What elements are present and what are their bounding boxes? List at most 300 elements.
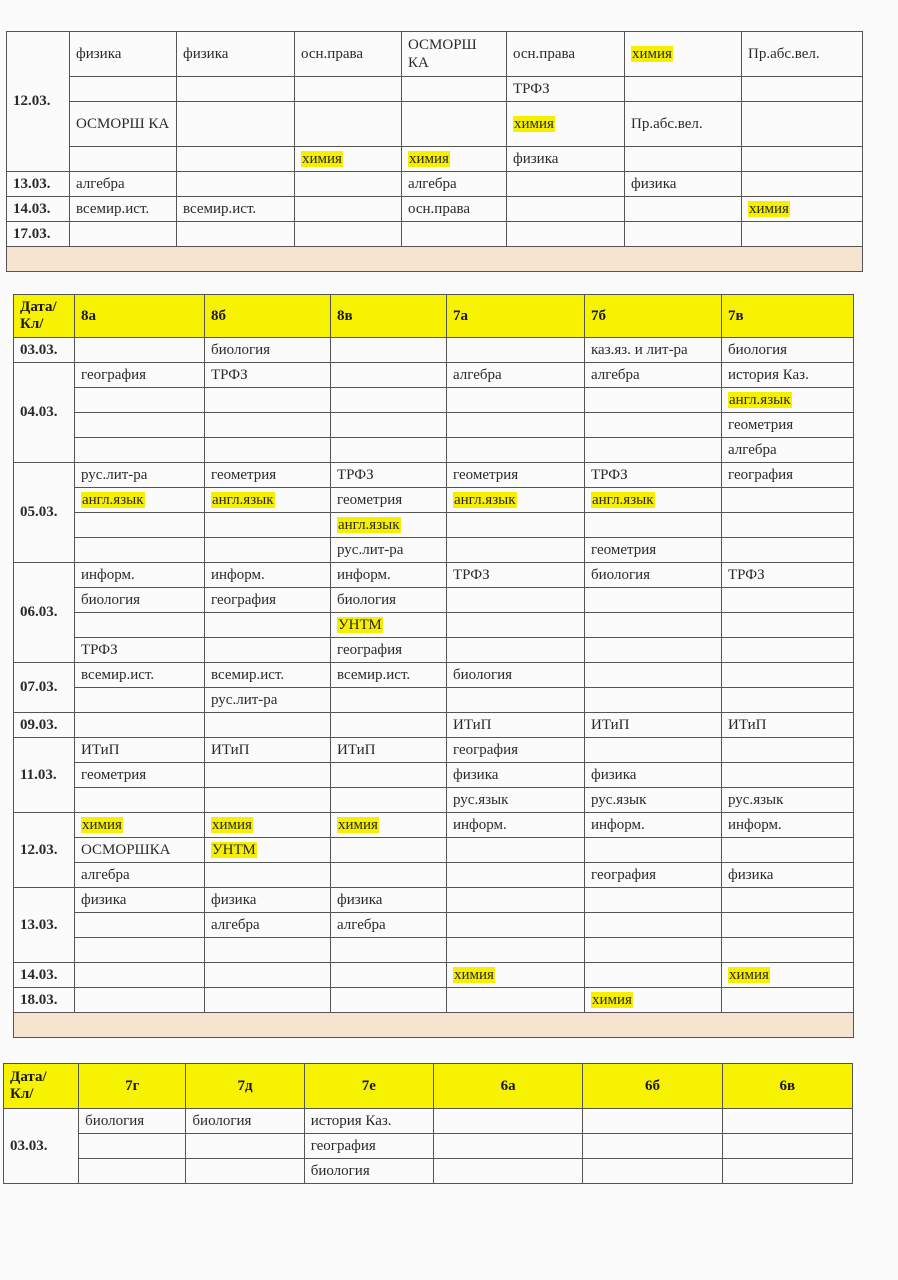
subject-text: физика: [591, 766, 637, 783]
subject-cell: [70, 32, 177, 77]
subject-text: информ.: [591, 816, 645, 833]
subject-cell: [205, 488, 331, 513]
date-cell: 14.03.: [14, 963, 75, 988]
subject-text: география: [211, 591, 277, 608]
subject-cell: [742, 32, 863, 77]
table-row: [14, 838, 854, 863]
subject-text: каз.яз. и лит-ра: [591, 341, 688, 358]
subject-cell: [205, 363, 331, 388]
subject-cell: [722, 563, 854, 588]
subject-text: ИТиП: [81, 741, 120, 758]
subject-cell: [79, 1159, 186, 1184]
subject-cell: [75, 363, 205, 388]
subject-cell: [75, 788, 205, 813]
subject-text: физика: [337, 891, 383, 908]
subject-text: рус.язык: [728, 791, 784, 808]
table-row: [14, 563, 854, 588]
subject-cell: [585, 338, 722, 363]
header-date-class: Дата/ Кл/: [14, 295, 75, 338]
subject-text: всемир.ист.: [211, 666, 285, 683]
subject-cell: [70, 222, 177, 247]
subject-cell: [70, 77, 177, 102]
date-cell: 12.03.: [14, 813, 75, 888]
section-band: [14, 1013, 854, 1038]
subject-cell: [722, 763, 854, 788]
subject-cell: [585, 638, 722, 663]
subject-cell: [585, 738, 722, 763]
subject-cell: [331, 513, 447, 538]
subject-text: химия: [514, 115, 554, 132]
subject-cell: [447, 838, 585, 863]
subject-text: информ.: [211, 566, 265, 583]
subject-cell: [507, 147, 625, 172]
subject-cell: [722, 963, 854, 988]
header-class: 7г: [79, 1064, 186, 1109]
subject-cell: [205, 413, 331, 438]
header-class: 7в: [722, 295, 854, 338]
date-cell: 12.03.: [7, 32, 70, 172]
subject-cell: [205, 563, 331, 588]
subject-cell: [75, 688, 205, 713]
subject-text: геометрия: [337, 491, 403, 508]
subject-cell: [75, 338, 205, 363]
header-class: 6б: [583, 1064, 722, 1109]
subject-cell: [447, 888, 585, 913]
date-cell: 03.03.: [14, 338, 75, 363]
subject-cell: [177, 222, 295, 247]
subject-cell: [722, 538, 854, 563]
table-row: [14, 813, 854, 838]
date-cell: 11.03.: [14, 738, 75, 813]
table-row: [14, 438, 854, 463]
subject-text: всемир.ист.: [183, 200, 257, 217]
subject-cell: [75, 838, 205, 863]
subject-cell: [331, 763, 447, 788]
subject-cell: [205, 988, 331, 1013]
subject-text: ОСМОРШ КА: [408, 37, 477, 71]
subject-cell: [447, 638, 585, 663]
subject-text: алгебра: [81, 866, 130, 883]
subject-cell: [75, 538, 205, 563]
band-cell: [14, 1013, 854, 1038]
subject-cell: [433, 1134, 582, 1159]
subject-cell: [205, 388, 331, 413]
subject-cell: [447, 588, 585, 613]
subject-cell: [331, 488, 447, 513]
subject-cell: [722, 1134, 852, 1159]
table-row: [7, 172, 863, 197]
subject-text: осн.права: [513, 45, 576, 62]
subject-text: геометрия: [591, 541, 657, 558]
subject-text: ИТиП: [591, 716, 630, 733]
date-cell: 03.03.: [4, 1109, 79, 1184]
table-row: [14, 413, 854, 438]
subject-text: всемир.ист.: [337, 666, 411, 683]
header-row: [4, 1064, 853, 1109]
subject-cell: [585, 763, 722, 788]
subject-cell: [507, 102, 625, 147]
subject-cell: [625, 222, 742, 247]
subject-cell: [402, 147, 507, 172]
subject-cell: [331, 788, 447, 813]
subject-text: Пр.абс.вел.: [748, 45, 820, 62]
subject-cell: [625, 172, 742, 197]
subject-cell: [331, 888, 447, 913]
subject-cell: [402, 197, 507, 222]
date-cell: 13.03.: [7, 172, 70, 197]
table-row: [14, 863, 854, 888]
subject-cell: [331, 963, 447, 988]
subject-cell: [433, 1109, 582, 1134]
subject-cell: [447, 788, 585, 813]
subject-cell: [75, 488, 205, 513]
schedule-table-top: [6, 31, 863, 272]
subject-cell: [205, 713, 331, 738]
subject-text: геометрия: [211, 466, 277, 483]
subject-text: англ.язык: [82, 491, 144, 508]
header-class: 8в: [331, 295, 447, 338]
subject-cell: [75, 463, 205, 488]
subject-cell: [205, 463, 331, 488]
date-cell: 14.03.: [7, 197, 70, 222]
subject-cell: [722, 413, 854, 438]
subject-cell: [205, 688, 331, 713]
subject-text: химия: [729, 966, 769, 983]
subject-cell: [722, 988, 854, 1013]
subject-text: англ.язык: [729, 391, 791, 408]
subject-cell: [447, 413, 585, 438]
subject-cell: [447, 388, 585, 413]
table-row: [14, 738, 854, 763]
table-row: [7, 77, 863, 102]
table-row: [14, 788, 854, 813]
subject-cell: [722, 863, 854, 888]
subject-text: алгебра: [337, 916, 386, 933]
subject-text: англ.язык: [338, 516, 400, 533]
subject-cell: [331, 613, 447, 638]
subject-cell: [507, 32, 625, 77]
subject-cell: [205, 963, 331, 988]
subject-text: химия: [632, 45, 672, 62]
table-row: [14, 388, 854, 413]
date-cell: 06.03.: [14, 563, 75, 663]
subject-cell: [722, 888, 854, 913]
subject-cell: [585, 813, 722, 838]
subject-text: всемир.ист.: [76, 200, 150, 217]
subject-cell: [585, 513, 722, 538]
table-row: [14, 538, 854, 563]
subject-text: ТРФЗ: [591, 466, 628, 483]
subject-cell: [75, 613, 205, 638]
subject-cell: [447, 438, 585, 463]
table-row: [14, 338, 854, 363]
subject-text: УНТМ: [212, 841, 256, 858]
subject-cell: [447, 738, 585, 763]
subject-cell: [331, 738, 447, 763]
subject-cell: [585, 613, 722, 638]
subject-cell: [585, 688, 722, 713]
section-band: [7, 247, 863, 272]
subject-cell: [177, 77, 295, 102]
subject-cell: [585, 363, 722, 388]
subject-cell: [75, 988, 205, 1013]
subject-cell: [447, 713, 585, 738]
table-row: [7, 102, 863, 147]
subject-text: биология: [211, 341, 271, 358]
subject-text: биология: [337, 591, 397, 608]
subject-cell: [75, 638, 205, 663]
subject-cell: [722, 338, 854, 363]
subject-text: география: [81, 366, 147, 383]
subject-cell: [722, 788, 854, 813]
header-date-class: Дата/ Кл/: [4, 1064, 79, 1109]
subject-cell: [447, 513, 585, 538]
date-cell: 13.03.: [14, 888, 75, 963]
subject-text: ИТиП: [728, 716, 767, 733]
subject-cell: [722, 363, 854, 388]
subject-cell: [75, 863, 205, 888]
subject-cell: [722, 713, 854, 738]
subject-cell: [295, 77, 402, 102]
subject-text: ИТиП: [453, 716, 492, 733]
subject-text: физика: [513, 150, 559, 167]
subject-text: ИТиП: [211, 741, 250, 758]
subject-cell: [585, 788, 722, 813]
subject-text: геометрия: [453, 466, 519, 483]
subject-cell: [447, 988, 585, 1013]
subject-text: география: [453, 741, 519, 758]
subject-cell: [722, 813, 854, 838]
subject-text: биология: [81, 591, 141, 608]
subject-text: рус.лит-ра: [81, 466, 148, 483]
subject-cell: [331, 413, 447, 438]
subject-cell: [75, 763, 205, 788]
table-row: [14, 663, 854, 688]
subject-cell: [585, 838, 722, 863]
subject-cell: [79, 1109, 186, 1134]
subject-text: осн.права: [301, 45, 364, 62]
table-row: [14, 488, 854, 513]
subject-cell: [722, 663, 854, 688]
subject-cell: [75, 563, 205, 588]
subject-cell: [186, 1134, 304, 1159]
table-row: [14, 688, 854, 713]
subject-text: англ.язык: [592, 491, 654, 508]
date-cell: 17.03.: [7, 222, 70, 247]
subject-cell: [447, 488, 585, 513]
subject-cell: [585, 488, 722, 513]
subject-text: биология: [192, 1112, 252, 1129]
subject-cell: [585, 388, 722, 413]
subject-cell: [295, 222, 402, 247]
subject-text: осн.права: [408, 200, 471, 217]
subject-cell: [331, 688, 447, 713]
subject-cell: [447, 563, 585, 588]
subject-cell: [447, 538, 585, 563]
table-row: [14, 888, 854, 913]
subject-cell: [205, 838, 331, 863]
subject-cell: [177, 147, 295, 172]
schedule-table-8-7: [13, 294, 854, 1038]
header-class: 8а: [75, 295, 205, 338]
subject-cell: [205, 913, 331, 938]
table-row: [4, 1134, 853, 1159]
subject-cell: [585, 563, 722, 588]
subject-cell: [722, 438, 854, 463]
subject-cell: [295, 197, 402, 222]
subject-cell: [722, 738, 854, 763]
subject-cell: [585, 888, 722, 913]
table-row: [14, 913, 854, 938]
subject-cell: [722, 913, 854, 938]
subject-text: география: [310, 1137, 376, 1154]
subject-cell: [402, 172, 507, 197]
subject-text: геометрия: [728, 416, 794, 433]
subject-cell: [583, 1109, 722, 1134]
subject-cell: [205, 813, 331, 838]
subject-cell: [585, 963, 722, 988]
subject-cell: [402, 32, 507, 77]
subject-cell: [742, 77, 863, 102]
subject-text: ТРФЗ: [211, 366, 248, 383]
subject-cell: [331, 588, 447, 613]
subject-cell: [75, 588, 205, 613]
subject-cell: [722, 938, 854, 963]
subject-text: алгебра: [408, 175, 457, 192]
subject-cell: [295, 147, 402, 172]
subject-cell: [447, 963, 585, 988]
subject-cell: [331, 388, 447, 413]
subject-cell: [70, 102, 177, 147]
subject-cell: [742, 197, 863, 222]
subject-text: алгебра: [211, 916, 260, 933]
date-cell: 04.03.: [14, 363, 75, 463]
subject-cell: [447, 863, 585, 888]
subject-text: алгебра: [728, 441, 777, 458]
subject-text: химия: [338, 816, 378, 833]
subject-text: химия: [409, 150, 449, 167]
subject-cell: [585, 413, 722, 438]
table-row: [4, 1109, 853, 1134]
subject-cell: [722, 513, 854, 538]
subject-cell: [507, 172, 625, 197]
subject-text: ИТиП: [337, 741, 376, 758]
subject-cell: [447, 613, 585, 638]
subject-cell: [205, 663, 331, 688]
subject-cell: [295, 172, 402, 197]
subject-cell: [177, 197, 295, 222]
subject-cell: [433, 1159, 582, 1184]
subject-text: ОСМОРШ КА: [76, 116, 170, 132]
subject-cell: [507, 197, 625, 222]
subject-text: физика: [183, 45, 229, 62]
subject-text: биология: [453, 666, 513, 683]
subject-cell: [177, 102, 295, 147]
subject-cell: [205, 613, 331, 638]
table-row: [14, 963, 854, 988]
subject-cell: [585, 438, 722, 463]
subject-text: алгебра: [76, 175, 125, 192]
date-cell: 05.03.: [14, 463, 75, 563]
subject-cell: [722, 388, 854, 413]
subject-cell: [331, 663, 447, 688]
subject-cell: [205, 938, 331, 963]
subject-text: алгебра: [453, 366, 502, 383]
table-row: [14, 713, 854, 738]
subject-cell: [75, 413, 205, 438]
subject-cell: [722, 638, 854, 663]
subject-cell: [722, 688, 854, 713]
subject-cell: [186, 1159, 304, 1184]
subject-cell: [583, 1134, 722, 1159]
subject-cell: [70, 172, 177, 197]
subject-cell: [585, 588, 722, 613]
subject-cell: [75, 513, 205, 538]
subject-text: ТРФЗ: [81, 641, 118, 658]
subject-cell: [75, 388, 205, 413]
subject-text: ТРФЗ: [337, 466, 374, 483]
subject-cell: [205, 513, 331, 538]
subject-cell: [75, 963, 205, 988]
subject-cell: [205, 538, 331, 563]
subject-text: алгебра: [591, 366, 640, 383]
header-row: [14, 295, 854, 338]
table-row: [14, 463, 854, 488]
subject-cell: [722, 1159, 852, 1184]
subject-text: география: [591, 866, 657, 883]
subject-cell: [331, 338, 447, 363]
subject-text: биология: [728, 341, 788, 358]
subject-text: биология: [310, 1162, 370, 1179]
subject-cell: [304, 1109, 433, 1134]
header-class: 7а: [447, 295, 585, 338]
subject-cell: [585, 938, 722, 963]
table-row: [7, 147, 863, 172]
subject-cell: [402, 222, 507, 247]
band-cell: [7, 247, 863, 272]
subject-text: биология: [591, 566, 651, 583]
subject-cell: [742, 222, 863, 247]
subject-text: биология: [85, 1112, 145, 1129]
subject-text: химия: [82, 816, 122, 833]
subject-cell: [331, 863, 447, 888]
subject-cell: [625, 147, 742, 172]
table-row: [14, 363, 854, 388]
subject-cell: [507, 77, 625, 102]
table-row: [7, 197, 863, 222]
subject-cell: [585, 863, 722, 888]
subject-cell: [331, 838, 447, 863]
subject-text: Пр.абс.вел.: [631, 115, 703, 132]
subject-cell: [205, 863, 331, 888]
subject-cell: [75, 738, 205, 763]
subject-cell: [75, 913, 205, 938]
subject-text: ТРФЗ: [513, 80, 550, 97]
subject-text: физика: [453, 766, 499, 783]
subject-cell: [585, 988, 722, 1013]
subject-cell: [331, 463, 447, 488]
subject-cell: [402, 77, 507, 102]
subject-text: информ.: [81, 566, 135, 583]
subject-text: рус.язык: [453, 791, 509, 808]
subject-cell: [205, 788, 331, 813]
subject-text: физика: [81, 891, 127, 908]
subject-cell: [177, 172, 295, 197]
subject-cell: [75, 888, 205, 913]
table-row: [14, 763, 854, 788]
subject-cell: [447, 813, 585, 838]
header-class: 6а: [433, 1064, 582, 1109]
